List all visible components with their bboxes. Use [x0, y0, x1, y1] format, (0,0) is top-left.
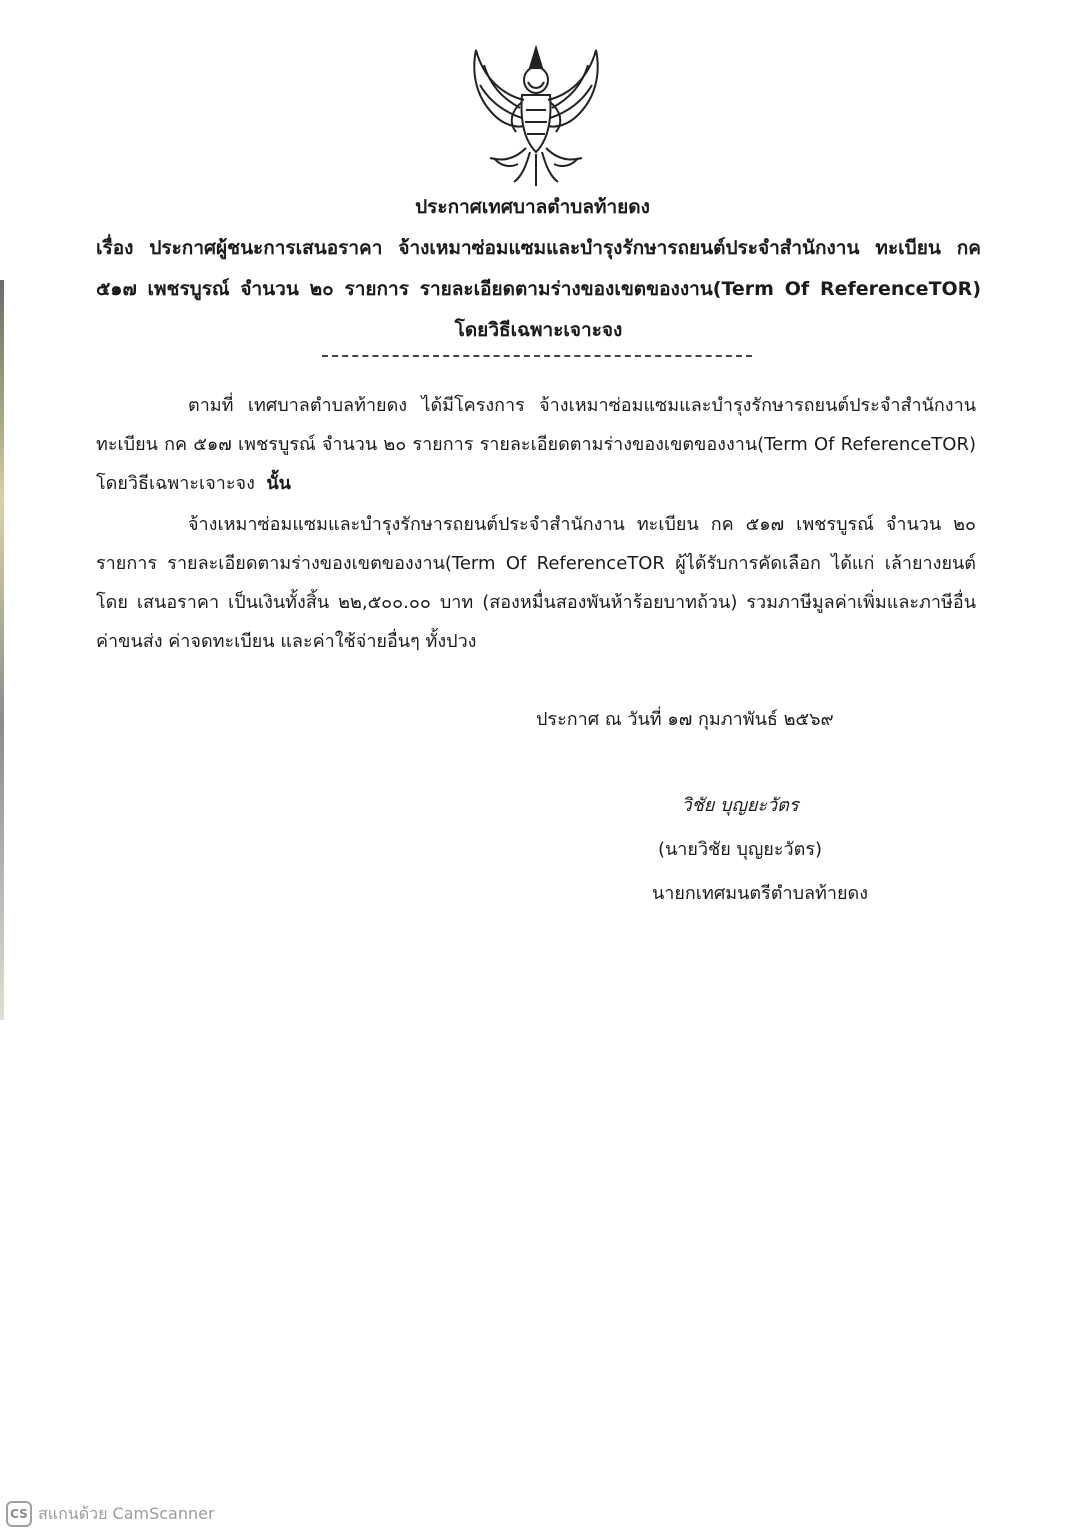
paragraph-award: [96, 505, 976, 661]
scan-edge-shadow: [0, 280, 4, 1020]
camscanner-watermark: [6, 1500, 215, 1528]
camscanner-text: สแกนด้วย CamScanner: [38, 1503, 215, 1523]
announcement-date: ประกาศ ณ วันที่ ๑๗ กุมภาพันธ์ ๒๕๖๙: [536, 709, 834, 730]
paragraph-intro-text: ตามที่ เทศบาลตำบลท้ายดง ได้มีโครงการ จ้างเหมาซ่อมแซมและบำรุงรักษารถยนต์ประจำสำนักงาน ทะเบียน กค ๕๑๗ เพชรบูรณ์ จำนวน ๒๐ รายการ รายละเอียดตามร่างของเขตของงาน(Term Of ReferenceTOR) โดยวิธีเฉพาะเจาะจง: [96, 395, 976, 494]
announcement-subject: เรื่อง ประกาศผู้ชนะการเสนอราคา จ้างเหมาซ่อมแซมและบำรุงรักษารถยนต์ประจำสำนักงาน ทะเบียน กค ๕๑๗ เพชรบูรณ์ จำนวน ๒๐ รายการ รายละเอียดตามร่างของเขตของงาน(Term Of ReferenceTOR) โดยวิธีเฉพาะเจาะจง: [96, 237, 981, 341]
paragraph-award-text: จ้างเหมาซ่อมแซมและบำรุงรักษารถยนต์ประจำสำนักงาน ทะเบียน กค ๕๑๗ เพชรบูรณ์ จำนวน ๒๐ รายการ รายละเอียดตามร่างของเขตของงาน(Term Of ReferenceTOR ผู้ได้รับการคัดเลือก ได้แก่ เล้ายางยนต์ โดย เสนอราคา เป็นเงินทั้งสิ้น ๒๒,๕๐๐.๐๐ บาท (สองหมื่นสองพันห้าร้อยบาทถ้วน) รวมภาษีมูลค่าเพิ่มและภาษีอื่น ค่าขนส่ง ค่าจดทะเบียน และค่าใช้จ่ายอื่นๆ ทั้งปวง: [96, 514, 976, 652]
paragraph-intro-end: นั้น: [266, 473, 291, 494]
signature: วิชัย บุญยะวัตร: [681, 795, 799, 816]
signer-position: นายกเทศมนตรีตำบลท้ายดง: [651, 883, 869, 904]
camscanner-logo-icon: CS: [6, 1501, 32, 1527]
announcement-title: ประกาศเทศบาลตำบลท้ายดง: [415, 196, 650, 218]
paragraph-intro: [96, 386, 976, 503]
garuda-emblem: [464, 40, 608, 190]
signer-full-name: (นายวิชัย บุญยะวัตร): [657, 839, 823, 860]
separator-line: [322, 355, 752, 357]
